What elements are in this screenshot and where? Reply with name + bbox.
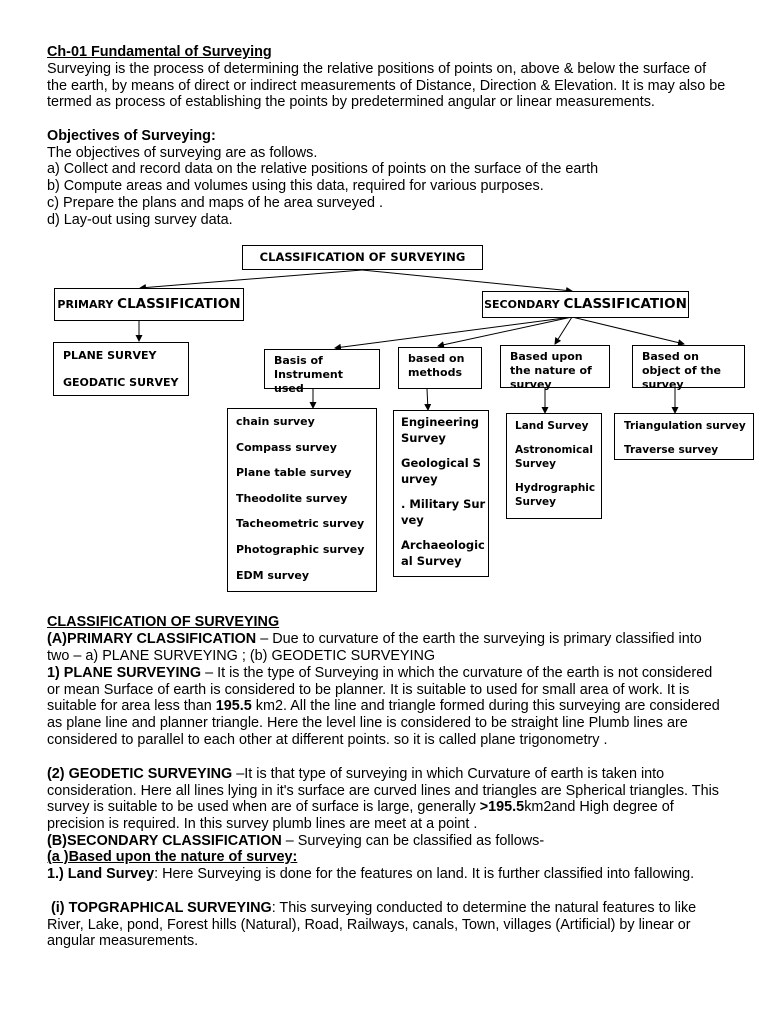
secondary-classification-box xyxy=(482,291,689,318)
instrument-item: Compass survey xyxy=(236,440,337,454)
topographical-paragraph xyxy=(47,900,727,950)
instrument-item: Photographic survey xyxy=(236,542,365,556)
topographical-text: : This surveying conducted to determine the natural features to like River, Lake, pond, Forest hills (Natural), Road, Railways, canals, Town, villages (Artificial) by linear or angular measurements. xyxy=(47,900,701,950)
primary-classification-box xyxy=(54,288,244,321)
nature-item: Astronomical Survey xyxy=(515,444,593,470)
secondary-classification-text: – Surveying can be classified as follows- xyxy=(281,833,545,849)
secondary-classification-heading: (B)SECONDARY CLASSIFICATION xyxy=(47,833,282,849)
secondary-prefix: SECONDARY xyxy=(484,298,564,311)
method-item: Geological Survey xyxy=(401,456,481,486)
plane-area-value: 195.5 xyxy=(215,698,252,715)
object-item: Traverse survey xyxy=(624,444,719,456)
nature-item: Land Survey xyxy=(515,420,589,432)
objectives-intro: The objectives of surveying are as follows. xyxy=(47,145,318,161)
land-survey-text: : Here Surveying is done for the features on land. It is further classified into fallowing. xyxy=(154,866,695,882)
based-object-label: Based on object of the survey xyxy=(642,350,721,391)
objective-item: b) Compute areas and volumes using this data, required for various purposes. xyxy=(47,178,544,194)
plane-surveying-heading: 1) PLANE SURVEYING xyxy=(47,665,202,681)
plane-surveying-paragraph xyxy=(47,665,727,749)
classification-heading: CLASSIFICATION OF SURVEYING xyxy=(47,614,280,630)
geodetic-surveying-text: –It is that type of surveying in which Curvature of earth is taken into consideration. Here all lines lying in it's surface are curved lines and triangles are Spherical triangles. This survey is suitable to be used when are of surface is large, generally xyxy=(47,766,719,816)
geodetic-area-value: >195.5 xyxy=(479,799,525,816)
instrument-item: chain survey xyxy=(236,415,315,428)
nature-of-survey-heading: (a )Based upon the nature of survey: xyxy=(47,849,298,865)
classification-root-box xyxy=(242,245,483,270)
basis-instrument-box xyxy=(264,349,380,395)
geodetic-surveying-paragraph xyxy=(47,766,727,833)
connector-arrow xyxy=(140,270,362,288)
connector-arrow xyxy=(335,317,572,348)
method-item: Engineering Survey xyxy=(401,415,480,445)
nature-items-box xyxy=(506,413,602,519)
based-nature-box xyxy=(500,345,610,391)
primary-prefix: PRIMARY xyxy=(57,298,118,311)
based-nature-label: Based upon the nature of survey xyxy=(510,350,592,391)
topographical-heading: (i) TOPGRAPHICAL SURVEYING xyxy=(47,900,272,916)
objectives-heading: Objectives of Surveying: xyxy=(47,128,216,144)
basis-instrument-label: Basis of Instrument used xyxy=(274,354,343,395)
object-items-box xyxy=(614,413,754,460)
instrument-item: Plane table survey xyxy=(236,466,352,480)
primary-classification-paragraph xyxy=(47,631,727,664)
method-items-box xyxy=(393,410,489,577)
object-item: Triangulation survey xyxy=(624,420,746,432)
primary-items-box xyxy=(53,342,189,396)
based-object-box xyxy=(632,345,745,391)
method-item: . Military Survey xyxy=(401,497,486,527)
objective-item: a) Collect and record data on the relative positions of points on the surface of the earth xyxy=(47,161,599,177)
plane-surveying-text-cont: km2. All the line and triangle formed during this surveying are considered as plane line and planner triangle. Here the level line is considered to be straight line Plumb lines are considered to parallel to each other at different points. so it is called plane trigonometry . xyxy=(47,698,720,748)
geodetic-surveying-text-cont: km2and High degree of precision is required. In this survey plumb lines are meet at a point . xyxy=(47,799,674,833)
instrument-item: Tacheometric survey xyxy=(236,517,365,531)
chapter-title: Ch-01 Fundamental of Surveying xyxy=(47,44,272,60)
land-survey-heading: 1.) Land Survey xyxy=(47,866,155,882)
primary-item: PLANE SURVEY xyxy=(63,349,157,362)
primary-suffix: CLASSIFICATION xyxy=(117,296,241,312)
based-methods-label: based on methods xyxy=(408,352,465,379)
connector-arrow xyxy=(427,389,428,410)
connector-arrow xyxy=(555,317,572,344)
method-item: Archaeological Survey xyxy=(401,538,485,568)
objective-item: c) Prepare the plans and maps of he area surveyed . xyxy=(47,195,383,211)
nature-item: Hydrographic Survey xyxy=(515,482,596,508)
plane-surveying-text: – It is the type of Surveying in which the curvature of the earth is not considered or mean Surface of earth is considered to be planner. It is suitable to used for small area of work. It is suitable for area less than xyxy=(47,665,713,715)
instrument-item: EDM survey xyxy=(236,568,310,582)
geodetic-surveying-heading: (2) GEODETIC SURVEYING xyxy=(47,766,233,782)
objective-item: d) Lay-out using survey data. xyxy=(47,212,233,228)
secondary-suffix: CLASSIFICATION xyxy=(563,296,687,312)
based-methods-box xyxy=(398,347,482,389)
connector-arrow xyxy=(362,270,572,291)
secondary-classification-paragraph xyxy=(47,833,727,850)
instrument-item: Theodolite survey xyxy=(236,491,348,505)
connector-arrow xyxy=(572,317,684,344)
primary-item: GEODATIC SURVEY xyxy=(63,376,179,389)
primary-classification-text: – Due to curvature of the earth the surveying is primary classified into two – a) PLANE SURVEYING ; (b) GEODETIC SURVEYING xyxy=(47,631,702,664)
classification-root-label: CLASSIFICATION OF SURVEYING xyxy=(259,250,466,264)
instrument-items-box xyxy=(227,408,377,592)
intro-paragraph: Surveying is the process of determining the relative positions of points on, above & below the surface of the earth, by means of direct or indirect measurements of Distance, Direction & Elevation. It is may also be termed as process of establishing the points by predetermined angular or linear measurements. xyxy=(47,61,726,111)
primary-classification-heading: (A)PRIMARY CLASSIFICATION xyxy=(47,631,257,647)
land-survey-paragraph xyxy=(47,866,727,883)
